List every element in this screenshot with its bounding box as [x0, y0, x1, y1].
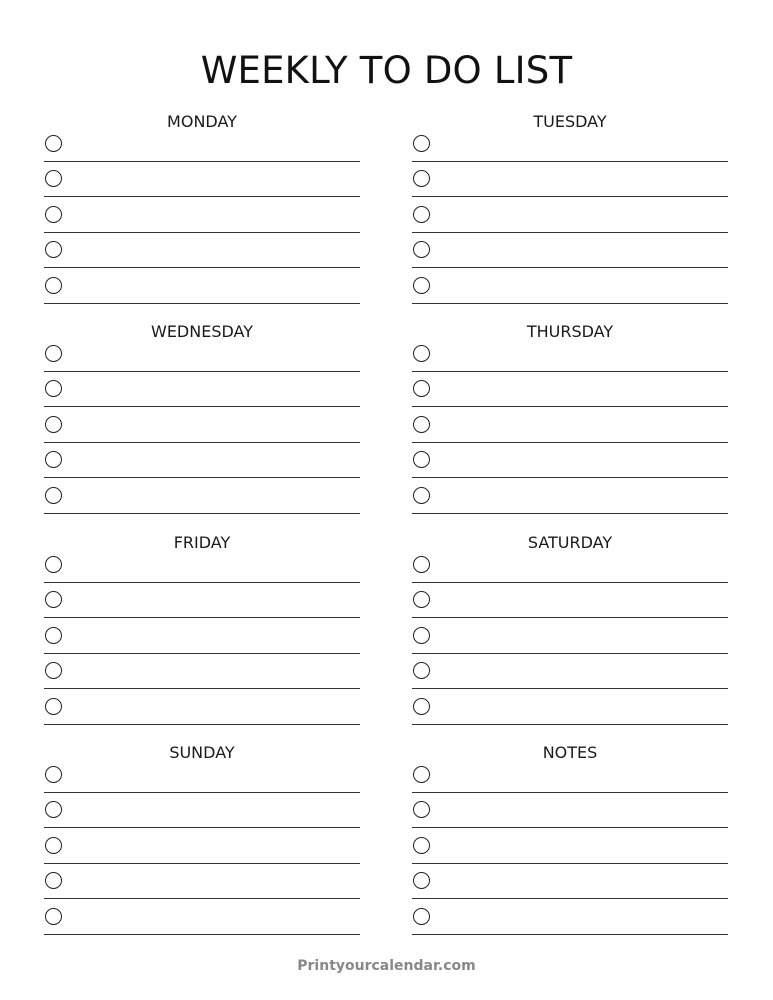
section-heading: FRIDAY [173, 533, 231, 552]
checkbox-circle-icon[interactable] [45, 627, 62, 644]
section-sunday [44, 743, 360, 943]
task-row[interactable] [412, 793, 728, 828]
task-row[interactable] [44, 583, 360, 618]
task-row[interactable] [412, 548, 728, 583]
page-title: WEEKLY TO DO LIST [200, 49, 573, 92]
checkbox-circle-icon[interactable] [45, 556, 62, 573]
task-row[interactable] [412, 758, 728, 793]
task-row[interactable] [412, 829, 728, 864]
task-row[interactable] [412, 479, 728, 514]
task-row[interactable] [412, 337, 728, 372]
checkbox-circle-icon[interactable] [413, 487, 430, 504]
section-heading: NOTES [542, 743, 598, 762]
checkbox-circle-icon[interactable] [413, 170, 430, 187]
section-heading: MONDAY [167, 112, 237, 131]
task-row[interactable] [44, 548, 360, 583]
checkbox-circle-icon[interactable] [45, 416, 62, 433]
checkbox-circle-icon[interactable] [45, 277, 62, 294]
checkbox-circle-icon[interactable] [413, 766, 430, 783]
checkbox-circle-icon[interactable] [45, 908, 62, 925]
task-row[interactable] [44, 829, 360, 864]
section-wednesday [44, 322, 360, 522]
writing-line [44, 513, 360, 514]
task-row[interactable] [412, 233, 728, 268]
writing-line [44, 724, 360, 725]
task-row[interactable] [44, 900, 360, 935]
task-row[interactable] [44, 162, 360, 197]
task-row[interactable] [412, 583, 728, 618]
writing-line [412, 513, 728, 514]
section-thursday [412, 322, 728, 522]
checkbox-circle-icon[interactable] [45, 380, 62, 397]
task-row[interactable] [44, 372, 360, 407]
task-row[interactable] [412, 654, 728, 689]
writing-line [44, 934, 360, 935]
checkbox-circle-icon[interactable] [413, 345, 430, 362]
checkbox-circle-icon[interactable] [413, 837, 430, 854]
checkbox-circle-icon[interactable] [45, 241, 62, 258]
task-row[interactable] [44, 758, 360, 793]
section-notes [412, 743, 728, 943]
task-row[interactable] [44, 127, 360, 162]
checkbox-circle-icon[interactable] [45, 766, 62, 783]
task-row[interactable] [412, 690, 728, 725]
section-friday [44, 533, 360, 733]
checkbox-circle-icon[interactable] [45, 698, 62, 715]
checkbox-circle-icon[interactable] [413, 698, 430, 715]
task-row[interactable] [412, 162, 728, 197]
writing-line [412, 724, 728, 725]
section-tuesday [412, 112, 728, 312]
task-row[interactable] [44, 198, 360, 233]
checkbox-circle-icon[interactable] [45, 206, 62, 223]
checkbox-circle-icon[interactable] [45, 837, 62, 854]
checkbox-circle-icon[interactable] [413, 241, 430, 258]
task-row[interactable] [412, 864, 728, 899]
checkbox-circle-icon[interactable] [45, 135, 62, 152]
checkbox-circle-icon[interactable] [413, 662, 430, 679]
checkbox-circle-icon[interactable] [45, 345, 62, 362]
task-row[interactable] [412, 198, 728, 233]
checkbox-circle-icon[interactable] [413, 591, 430, 608]
section-heading: SATURDAY [527, 533, 613, 552]
footer-website: Printyourcalendar.com [297, 958, 476, 974]
task-row[interactable] [412, 269, 728, 304]
section-heading: THURSDAY [526, 322, 614, 341]
checkbox-circle-icon[interactable] [413, 206, 430, 223]
task-row[interactable] [44, 408, 360, 443]
checkbox-circle-icon[interactable] [413, 908, 430, 925]
task-row[interactable] [44, 619, 360, 654]
checkbox-circle-icon[interactable] [45, 170, 62, 187]
checkbox-circle-icon[interactable] [413, 872, 430, 889]
writing-line [412, 934, 728, 935]
checkbox-circle-icon[interactable] [45, 451, 62, 468]
writing-line [412, 303, 728, 304]
section-heading: WEDNESDAY [151, 322, 253, 341]
task-row[interactable] [412, 408, 728, 443]
section-heading: TUESDAY [533, 112, 607, 131]
task-row[interactable] [44, 793, 360, 828]
checkbox-circle-icon[interactable] [45, 801, 62, 818]
checkbox-circle-icon[interactable] [413, 380, 430, 397]
section-monday [44, 112, 360, 312]
task-row[interactable] [44, 864, 360, 899]
checkbox-circle-icon[interactable] [413, 801, 430, 818]
writing-line [44, 303, 360, 304]
task-row[interactable] [44, 269, 360, 304]
task-row[interactable] [44, 337, 360, 372]
section-heading: SUNDAY [169, 743, 235, 762]
checkbox-circle-icon[interactable] [413, 451, 430, 468]
task-row[interactable] [412, 127, 728, 162]
task-row[interactable] [412, 443, 728, 478]
task-row[interactable] [44, 443, 360, 478]
task-row[interactable] [44, 690, 360, 725]
checkbox-circle-icon[interactable] [45, 662, 62, 679]
task-row[interactable] [44, 233, 360, 268]
checkbox-circle-icon[interactable] [413, 416, 430, 433]
task-row[interactable] [44, 654, 360, 689]
section-saturday [412, 533, 728, 733]
checkbox-circle-icon[interactable] [45, 872, 62, 889]
checkbox-circle-icon[interactable] [413, 277, 430, 294]
checkbox-circle-icon[interactable] [45, 487, 62, 504]
checkbox-circle-icon[interactable] [413, 135, 430, 152]
task-row[interactable] [412, 900, 728, 935]
task-row[interactable] [412, 619, 728, 654]
checkbox-circle-icon[interactable] [413, 627, 430, 644]
checkbox-circle-icon[interactable] [45, 591, 62, 608]
checkbox-circle-icon[interactable] [413, 556, 430, 573]
task-row[interactable] [44, 479, 360, 514]
task-row[interactable] [412, 372, 728, 407]
